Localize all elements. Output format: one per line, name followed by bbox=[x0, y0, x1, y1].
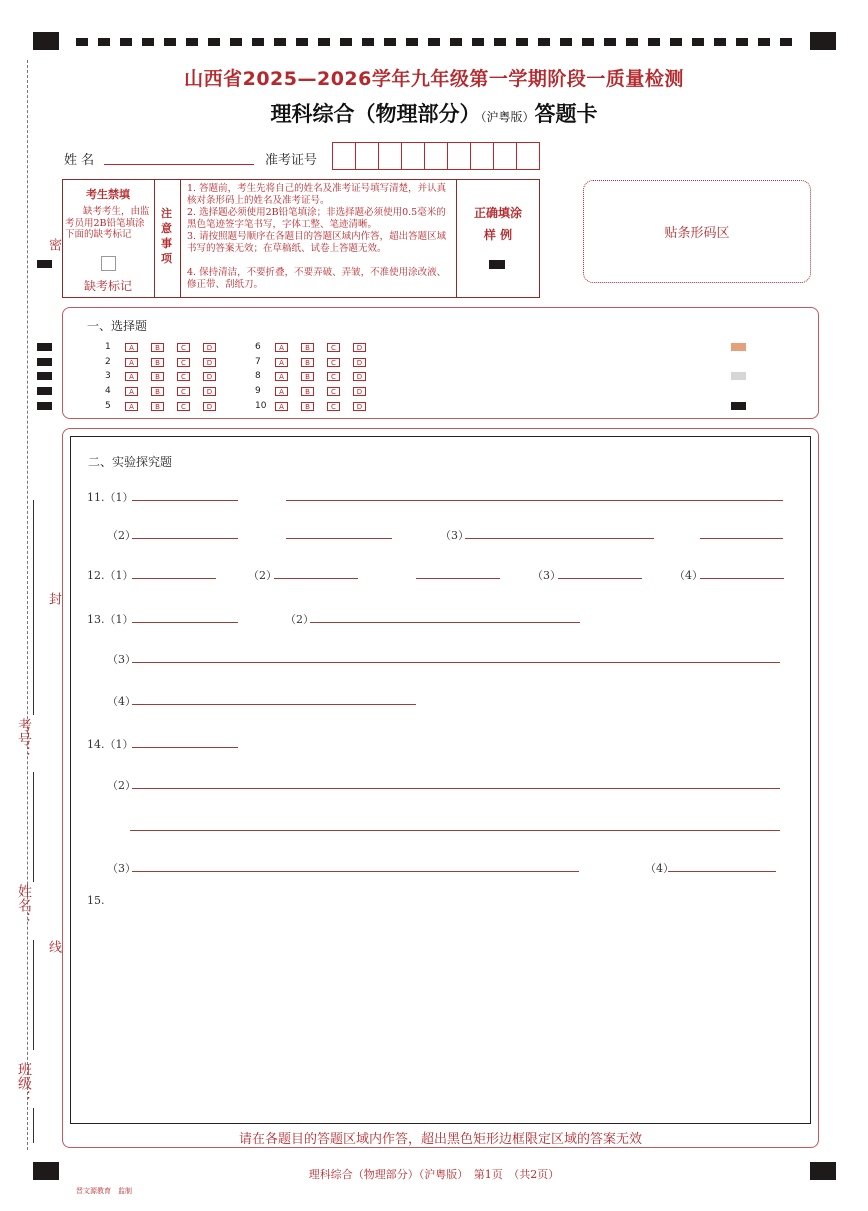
choice-question-number: 8 bbox=[255, 371, 261, 382]
choice-bubble-d[interactable]: D bbox=[203, 343, 216, 352]
section-choice-title: 一、选择题 bbox=[87, 319, 148, 333]
choice-bubble-c[interactable]: C bbox=[177, 402, 190, 411]
xingming-label: 姓名： bbox=[16, 884, 32, 926]
card-title-subject: 理科综合（物理部分） bbox=[270, 102, 481, 126]
choice-bubble-d[interactable]: D bbox=[353, 402, 366, 411]
binding-xian: 线 bbox=[46, 940, 61, 953]
choice-question-number: 4 bbox=[105, 386, 111, 397]
choice-bubble-b[interactable]: B bbox=[301, 372, 314, 381]
timing-mark bbox=[37, 260, 52, 268]
q13-part3-label: （3） bbox=[107, 653, 136, 666]
publisher-brand: 晋文源教育 监制 bbox=[76, 1187, 132, 1195]
timing-mark bbox=[37, 358, 52, 366]
choice-bubble-b[interactable]: B bbox=[151, 372, 164, 381]
corner-marker-top-right bbox=[810, 32, 836, 50]
answer-line[interactable] bbox=[286, 500, 783, 501]
choice-bubble-a[interactable]: A bbox=[275, 358, 288, 367]
q12-label: 12.（1） bbox=[87, 569, 134, 582]
kaohao-line bbox=[33, 500, 34, 715]
sample-title-1: 正确填涂 bbox=[473, 206, 522, 220]
answer-line[interactable] bbox=[132, 662, 780, 663]
choice-bubble-a[interactable]: A bbox=[275, 343, 288, 352]
marker-gray bbox=[731, 372, 746, 380]
rule-1: 1. 答题前，考生先将自己的姓名及准考证号填写清楚，并认真核对条形码上的姓名及准考证号。 bbox=[187, 183, 447, 206]
answer-line[interactable] bbox=[132, 871, 579, 872]
choice-question-number: 9 bbox=[255, 386, 261, 397]
barcode-area: 贴条形码区 bbox=[583, 180, 811, 283]
choice-bubble-b[interactable]: B bbox=[301, 402, 314, 411]
choice-bubble-b[interactable]: B bbox=[151, 387, 164, 396]
boundary-warning: 请在各题目的答题区域内作答，超出黑色矩形边框限定区域的答案无效 bbox=[238, 1132, 642, 1147]
choice-bubble-c[interactable]: C bbox=[327, 402, 340, 411]
exam-id-cell[interactable] bbox=[494, 142, 517, 170]
choice-bubble-a[interactable]: A bbox=[125, 358, 138, 367]
timing-track-top bbox=[76, 38, 800, 46]
choice-bubble-d[interactable]: D bbox=[353, 387, 366, 396]
exam-id-cell[interactable] bbox=[471, 142, 494, 170]
timing-mark bbox=[37, 387, 52, 395]
choice-bubble-b[interactable]: B bbox=[151, 343, 164, 352]
answer-line[interactable] bbox=[416, 578, 500, 579]
exam-id-cell[interactable] bbox=[356, 142, 379, 170]
choice-bubble-b[interactable]: B bbox=[301, 343, 314, 352]
kaohao-line-2 bbox=[33, 772, 34, 882]
sample-cell bbox=[457, 180, 539, 297]
choice-bubble-d[interactable]: D bbox=[203, 402, 216, 411]
forbidden-text: 缺考考生，由监考员用2B铅笔填涂下面的缺考标记 bbox=[65, 206, 150, 240]
banji-label: 班级： bbox=[16, 1062, 32, 1104]
card-title-edition: （沪粤版） bbox=[480, 110, 535, 124]
choice-bubble-b[interactable]: B bbox=[301, 358, 314, 367]
choice-bubble-c[interactable]: C bbox=[177, 343, 190, 352]
timing-mark bbox=[37, 343, 52, 351]
absent-checkbox[interactable] bbox=[101, 256, 116, 271]
rule-3: 3. 请按照题号顺序在各题目的答题区域内作答，超出答题区域书写的答案无效；在草稿纸、试卷上答题无效。 bbox=[187, 231, 447, 254]
banji-line bbox=[33, 1108, 34, 1143]
rules-cell bbox=[181, 180, 457, 297]
q14-part2-label: （2） bbox=[107, 779, 136, 792]
choice-bubble-d[interactable]: D bbox=[353, 358, 366, 367]
answer-line[interactable] bbox=[668, 871, 776, 872]
choice-bubble-c[interactable]: C bbox=[327, 372, 340, 381]
q11-part2-label: （2） bbox=[107, 529, 136, 542]
exam-id-label: 准考证号 bbox=[265, 153, 318, 168]
page-footer: 理科综合（物理部分）（沪粤版） 第1页 （共2页） bbox=[308, 1168, 560, 1181]
choice-bubble-c[interactable]: C bbox=[327, 358, 340, 367]
choice-question-number: 7 bbox=[255, 356, 261, 367]
q15-label: 15. bbox=[87, 894, 105, 907]
attention-label: 注意事项 bbox=[161, 207, 172, 265]
choice-bubble-c[interactable]: C bbox=[177, 372, 190, 381]
choice-bubble-d[interactable]: D bbox=[203, 387, 216, 396]
timing-mark bbox=[37, 372, 52, 380]
q14-part3-label: （3） bbox=[107, 862, 136, 875]
q14-label: 14.（1） bbox=[87, 738, 134, 751]
q13-part2-label: （2） bbox=[285, 613, 314, 626]
marker-orange bbox=[731, 343, 746, 351]
sample-title-2: 样 例 bbox=[483, 228, 513, 242]
choice-bubble-a[interactable]: A bbox=[275, 372, 288, 381]
corner-marker-top-left bbox=[33, 32, 59, 50]
section-choice-panel bbox=[62, 307, 819, 419]
answer-line[interactable] bbox=[132, 500, 238, 501]
choice-bubble-b[interactable]: B bbox=[151, 358, 164, 367]
choice-question-number: 5 bbox=[105, 400, 111, 411]
absent-mark-label: 缺考标记 bbox=[83, 279, 132, 293]
answer-line[interactable] bbox=[286, 538, 392, 539]
answer-line[interactable] bbox=[130, 830, 780, 831]
marker-black bbox=[731, 402, 746, 410]
rule-4: 4. 保持清洁，不要折叠，不要弄破、弄皱，不准使用涂改液、修正带、刮纸刀。 bbox=[187, 267, 447, 290]
choice-question-number: 2 bbox=[105, 356, 111, 367]
forbidden-title: 考生禁填 bbox=[86, 188, 130, 201]
q13-part4-label: （4） bbox=[107, 695, 136, 708]
answer-line[interactable] bbox=[132, 622, 238, 623]
choice-bubble-d[interactable]: D bbox=[203, 358, 216, 367]
name-label: 姓 名 bbox=[64, 153, 95, 168]
exam-id-cell[interactable] bbox=[379, 142, 402, 170]
answer-line[interactable] bbox=[132, 704, 416, 705]
choice-bubble-c[interactable]: C bbox=[327, 387, 340, 396]
answer-line[interactable] bbox=[700, 578, 784, 579]
answer-line[interactable] bbox=[132, 538, 238, 539]
answer-line[interactable] bbox=[465, 538, 654, 539]
choice-question-number: 6 bbox=[255, 342, 261, 352]
notice-box bbox=[62, 179, 540, 298]
choice-question-number: 3 bbox=[105, 371, 111, 382]
choice-bubble-b[interactable]: B bbox=[301, 387, 314, 396]
exam-id-cell[interactable] bbox=[402, 142, 425, 170]
answer-line[interactable] bbox=[132, 747, 238, 748]
answer-line[interactable] bbox=[132, 578, 216, 579]
choice-bubble-a[interactable]: A bbox=[125, 372, 138, 381]
binding-mi: 密 bbox=[46, 238, 61, 251]
exam-id-cell[interactable] bbox=[517, 142, 540, 170]
answer-line[interactable] bbox=[132, 788, 780, 789]
attention-cell bbox=[155, 180, 181, 297]
choice-bubble-a[interactable]: A bbox=[125, 387, 138, 396]
exam-id-cell[interactable] bbox=[425, 142, 448, 170]
binding-cut-line bbox=[27, 60, 28, 1150]
exam-id-cell[interactable] bbox=[448, 142, 471, 170]
answer-line[interactable] bbox=[700, 538, 783, 539]
card-title-suffix: 答题卡 bbox=[534, 102, 598, 126]
choice-bubble-a[interactable]: A bbox=[275, 387, 288, 396]
q13-label: 13.（1） bbox=[87, 613, 134, 626]
q12-part4-label: （4） bbox=[674, 569, 703, 582]
exam-title: 山西省2025—2026学年九年级第一学期阶段一质量检测 bbox=[184, 68, 684, 90]
choice-question-number: 1 bbox=[105, 342, 111, 352]
choice-bubble-d[interactable]: D bbox=[353, 372, 366, 381]
section-experiment-title: 二、实验探究题 bbox=[88, 455, 173, 469]
choice-question-number: 10 bbox=[255, 400, 267, 411]
q11-part3-label: （3） bbox=[440, 529, 469, 542]
choice-bubble-d[interactable]: D bbox=[203, 372, 216, 381]
choice-bubble-a[interactable]: A bbox=[125, 402, 138, 411]
choice-bubble-a[interactable]: A bbox=[275, 402, 288, 411]
choice-bubble-a[interactable]: A bbox=[125, 343, 138, 352]
card-title bbox=[0, 98, 868, 128]
answer-line[interactable] bbox=[274, 578, 358, 579]
timing-mark bbox=[37, 402, 52, 410]
name-field[interactable] bbox=[104, 164, 254, 165]
choice-bubble-c[interactable]: C bbox=[177, 387, 190, 396]
sample-fill bbox=[489, 260, 505, 269]
answer-line[interactable] bbox=[558, 578, 642, 579]
q11-label: 11.（1） bbox=[87, 491, 134, 504]
choice-bubble-d[interactable]: D bbox=[353, 343, 366, 352]
exam-id-cell[interactable] bbox=[333, 142, 356, 170]
kaohao-label: 考号： bbox=[16, 718, 32, 760]
q14-part4-label: （4） bbox=[645, 862, 674, 875]
rule-2: 2. 选择题必须使用2B铅笔填涂；非选择题必须使用0.5毫米的黑色笔迹签字笔书写，字体工整、笔迹清晰。 bbox=[187, 207, 446, 230]
forbidden-cell bbox=[63, 180, 155, 297]
choice-bubble-c[interactable]: C bbox=[177, 358, 190, 367]
xingming-line bbox=[33, 940, 34, 1050]
binding-feng: 封 bbox=[46, 592, 61, 605]
choice-bubble-b[interactable]: B bbox=[151, 402, 164, 411]
q12-part2-label: （2） bbox=[248, 569, 277, 582]
choice-bubble-c[interactable]: C bbox=[327, 343, 340, 352]
q12-part3-label: （3） bbox=[532, 569, 561, 582]
answer-line[interactable] bbox=[310, 622, 580, 623]
